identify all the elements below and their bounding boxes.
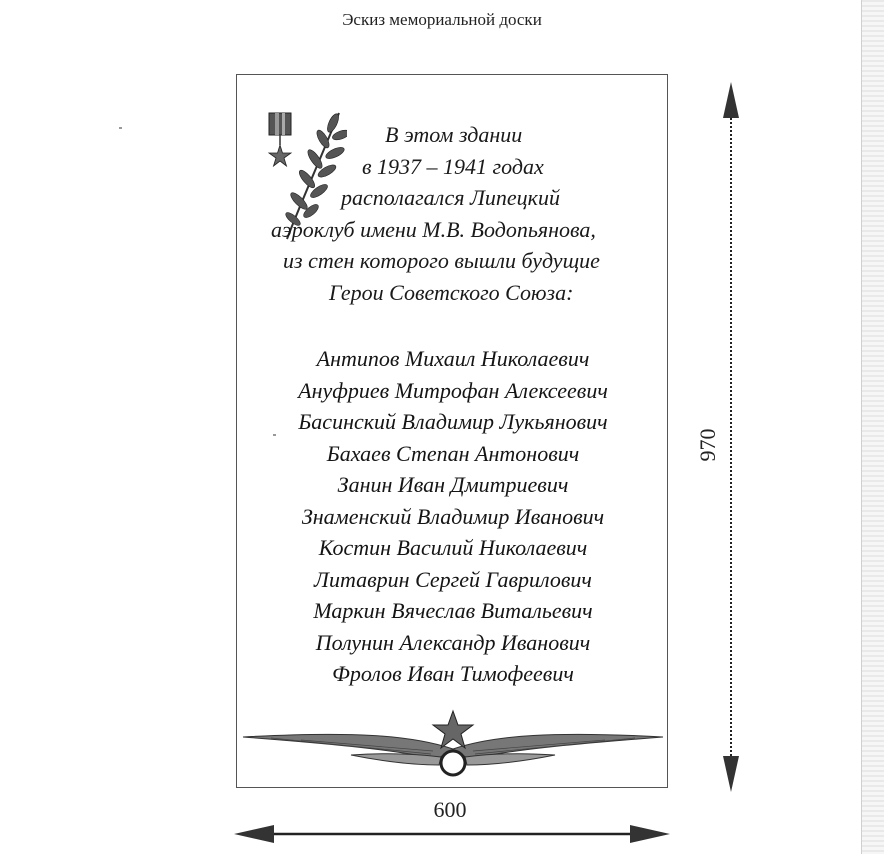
hero-name: Басинский Владимир Лукьянович	[298, 409, 608, 434]
hero-name: Полунин Александр Иванович	[315, 629, 591, 655]
hero-name: Ануфриев Митрофан Алексеевич	[298, 377, 608, 403]
hero-name: Маркин Вячеслав Витальевич	[313, 598, 593, 623]
aviation-wings-star-icon	[241, 707, 665, 783]
height-dimension-label: 970	[695, 428, 720, 462]
memorial-plaque	[236, 74, 668, 788]
hero-name: Костин Василий Николаевич	[318, 535, 588, 560]
intro-line: аэроклуб имени М.В. Водопьянова,	[271, 216, 596, 242]
width-dimension-label: 600	[433, 797, 467, 822]
hero-name: Занин Иван Дмитриевич	[337, 472, 569, 497]
hero-name: Бахаев Степан Антонович	[326, 440, 580, 466]
intro-line: В этом здании	[385, 122, 523, 147]
page-edge-shadow	[861, 0, 884, 854]
intro-line: располагался Липецкий	[341, 185, 560, 210]
heroes-name-list	[237, 343, 669, 690]
hero-name: Фролов Иван Тимофеевич	[332, 661, 574, 686]
scan-speck	[119, 127, 122, 129]
hero-name: Литаврин Сергей Гаврилович	[314, 566, 592, 592]
plaque-intro-text	[237, 119, 669, 308]
hero-name: Знаменский Владимир Иванович	[301, 503, 605, 529]
hero-name: Антипов Михаил Николаевич	[316, 346, 590, 371]
intro-line: в 1937 – 1941 годах	[362, 153, 544, 179]
width-dimension-arrow	[234, 822, 670, 846]
sketch-caption: Эскиз мемориальной доски	[342, 10, 542, 29]
intro-line: Герои Советского Союза:	[329, 279, 574, 305]
intro-line: из стен которого вышли будущие	[283, 248, 600, 273]
